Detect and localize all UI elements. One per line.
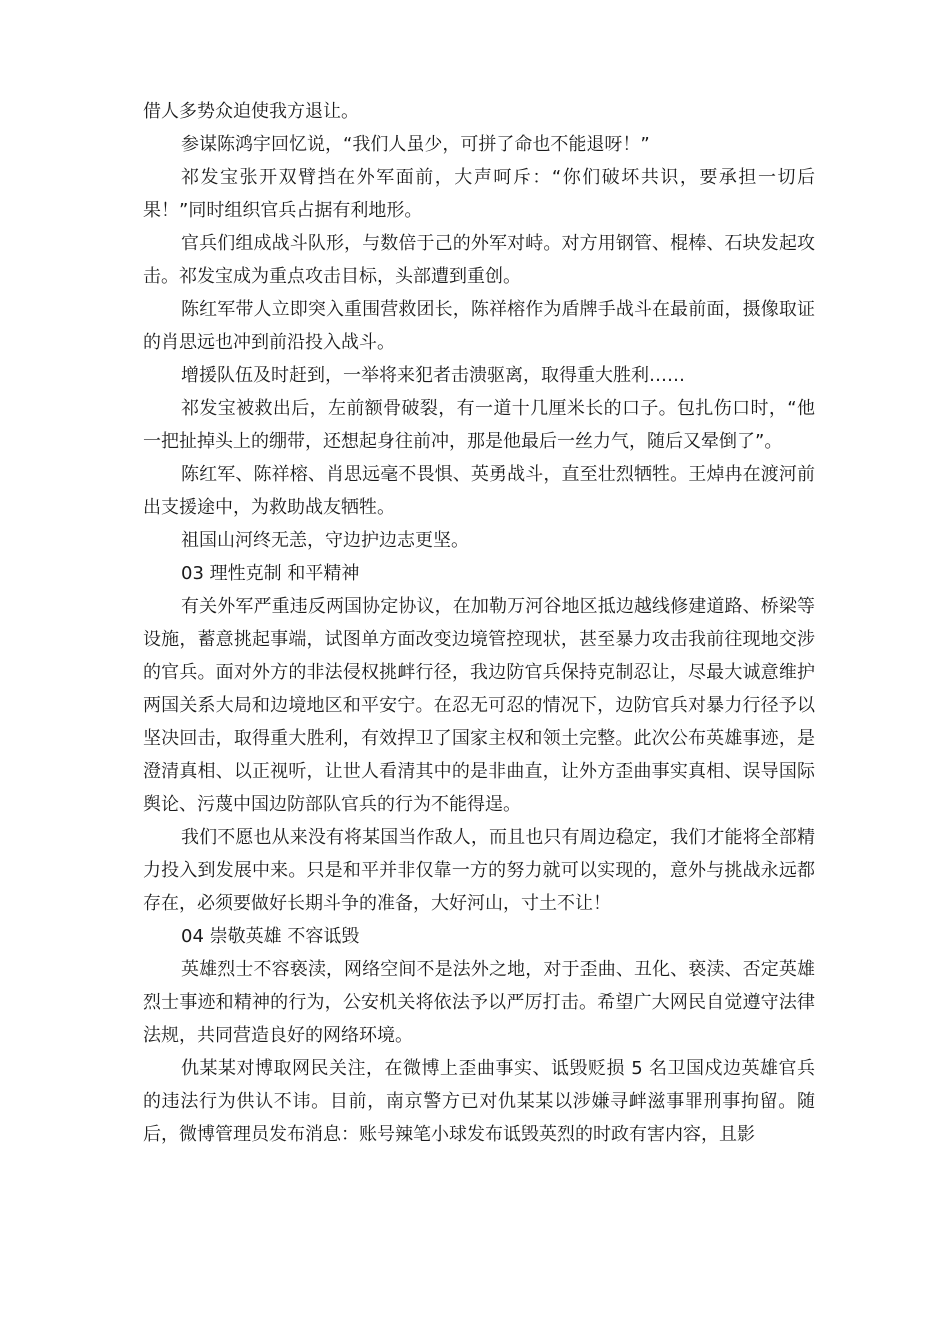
paragraph-continuation: 借人多势众迫使我方退让。	[143, 101, 359, 122]
paragraph-injury: 祁发宝被救出后，左前额骨破裂，有一道十几厘米长的口子。包扎伤口时，“他一把扯掉头上的绷带，还想起身往前冲，那是他最后一丝力气，随后又晕倒了”。	[143, 398, 815, 452]
paragraph-standoff: 官兵们组成战斗队形，与数倍于己的外军对峙。对方用钢管、棍棒、石块发起攻击。祁发宝成为重点攻击目标，头部遭到重创。	[143, 233, 815, 287]
paragraph-case: 仇某某对博取网民关注，在微博上歪曲事实、诋毁贬损 5 名卫国戍边英雄官兵的违法行为供认不讳。目前，南京警方已对仇某某以涉嫌寻衅滋事罪刑事拘留。随后，微博管理员发布消息：账号辣笔小球发布诋毁英烈的时政有害内容，且影	[143, 1058, 815, 1145]
paragraph-reinforcements: 增援队伍及时赶到，一举将来犯者击溃驱离，取得重大胜利……	[181, 365, 685, 386]
paragraph-rescue: 陈红军带人立即突入重围营救团长，陈祥榕作为盾牌手战斗在最前面，摄像取证的肖思远也冲到前沿投入战斗。	[143, 299, 815, 353]
document-body	[143, 95, 815, 1151]
paragraph-peace: 我们不愿也从来没有将某国当作敌人，而且也只有周边稳定，我们才能将全部精力投入到发展中来。只是和平并非仅靠一方的努力就可以实现的，意外与挑战永远都存在，必须要做好长期斗争的准备，大好河山，寸土不让！	[143, 827, 815, 914]
paragraph-restraint: 有关外军严重违反两国协定协议，在加勒万河谷地区抵边越线修建道路、桥梁等设施，蓄意挑起事端，试图单方面改变边境管控现状，甚至暴力攻击我前往现地交涉的官兵。面对外方的非法侵权挑衅行径，我边防官兵保持克制忍让，尽最大诚意维护两国关系大局和边境地区和平安宁。在忍无可忍的情况下，边防官兵对暴力行径予以坚决回击，取得重大胜利，有效捍卫了国家主权和领土完整。此次公布英雄事迹，是澄清真相、以正视听，让世人看清其中的是非曲直，让外方歪曲事实真相、误导国际舆论、污蔑中国边防部队官兵的行为不能得逞。	[143, 596, 815, 815]
paragraph-motto: 祖国山河终无恙，守边护边志更坚。	[181, 530, 469, 551]
paragraph-chen-hongyu-quote: 参谋陈鸿宇回忆说，“我们人虽少，可拼了命也不能退呀！”	[181, 134, 650, 155]
section-heading-04: 04 崇敬英雄 不容诋毁	[181, 926, 360, 947]
paragraph-respect-heroes: 英雄烈士不容亵渎，网络空间不是法外之地，对于歪曲、丑化、亵渎、否定英雄烈士事迹和精神的行为，公安机关将依法予以严厉打击。希望广大网民自觉遵守法律法规，共同营造良好的网络环境。	[143, 959, 815, 1046]
paragraph-qi-fabao-blocks: 祁发宝张开双臂挡在外军面前，大声呵斥：“你们破坏共识，要承担一切后果！”同时组织官兵占据有利地形。	[143, 167, 815, 221]
section-heading-03: 03 理性克制 和平精神	[181, 563, 360, 584]
paragraph-sacrifice: 陈红军、陈祥榕、肖思远毫不畏惧、英勇战斗，直至壮烈牺牲。王焯冉在渡河前出支援途中，为救助战友牺牲。	[143, 464, 815, 518]
